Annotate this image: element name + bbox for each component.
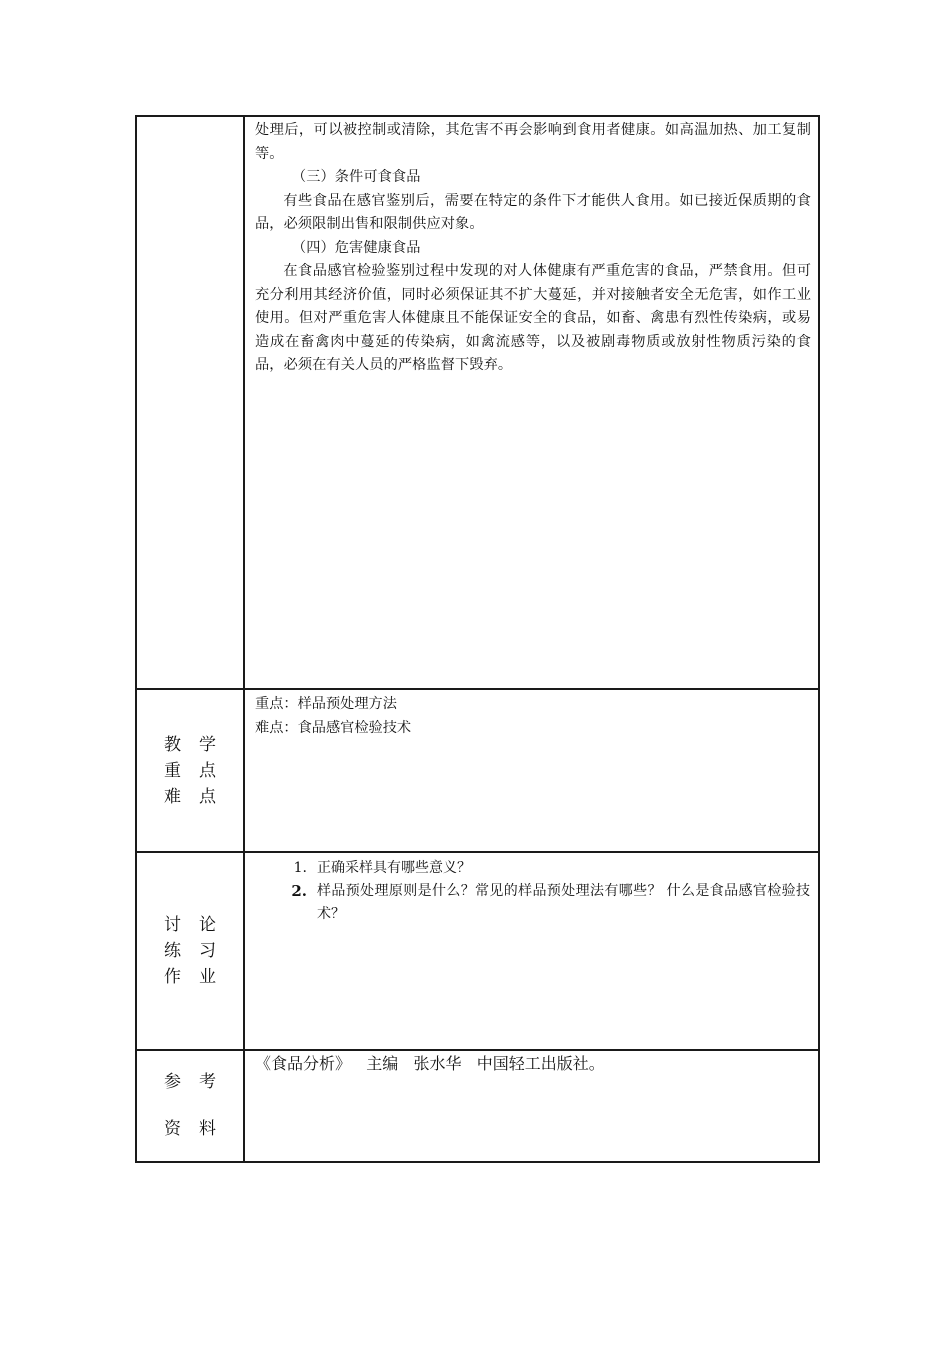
list-item xyxy=(255,857,810,880)
lesson-plan-table xyxy=(135,115,820,1163)
key-point: 重点：样品预处理方法 xyxy=(255,696,397,712)
focus-row xyxy=(136,689,819,852)
reference-row xyxy=(136,1050,819,1162)
reference-text: 《食品分析》 主编 张水华 中国轻工出版社。 xyxy=(255,1054,605,1073)
content-row xyxy=(136,116,819,689)
list-item-text: 样品预处理原则是什么？常见的样品预处理法有哪些？ 什么是食品感官检验技术？ xyxy=(317,883,810,922)
list-item-number: 2. xyxy=(291,882,307,900)
label-line: 作业 xyxy=(164,967,234,987)
focus-text xyxy=(245,690,818,740)
label-line: 重点 xyxy=(164,760,234,781)
exercise-row xyxy=(136,852,819,1050)
label-line: 讨论 xyxy=(164,915,234,935)
exercise-cell xyxy=(244,852,819,1050)
exercise-label-cell xyxy=(136,852,244,1050)
label-line: 资料 xyxy=(164,1119,234,1139)
list-item xyxy=(255,880,810,926)
content-paragraph: 在食品感官检验鉴别过程中发现的对人体健康有严重危害的食品，严禁食用。但可充分利用其经济价值，同时必须保证其不扩大蔓延，并对接触者安全无危害，如作工业使用。但对严重危害人体健康且不能保证安全的食品，如畜、禽患有烈性传染病，或易造成在畜禽肉中蔓延的传染病，如禽流感等，以及被剧毒物质或放射性物质污染的食品，必须在有关人员的严格监督下毁弃。 xyxy=(255,263,811,373)
content-paragraph: 处理后，可以被控制或清除，其危害不再会影响到食用者健康。如高温加热、加工复制等。 xyxy=(255,122,811,162)
reference-cell xyxy=(244,1050,819,1162)
reference-label xyxy=(137,1059,243,1153)
focus-label xyxy=(137,732,243,810)
exercise-label xyxy=(137,912,243,990)
reference-label-cell xyxy=(136,1050,244,1162)
content-cell xyxy=(244,116,819,689)
list-item-number: 1. xyxy=(293,860,307,876)
section-heading: （四）危害健康食品 xyxy=(291,239,421,256)
label-line: 练习 xyxy=(164,941,234,961)
focus-cell xyxy=(244,689,819,852)
exercise-list xyxy=(245,853,818,926)
label-line: 难点 xyxy=(164,786,234,807)
section-heading: （三）条件可食食品 xyxy=(291,169,421,185)
list-item-text: 正确采样具有哪些意义？ xyxy=(317,860,471,876)
content-text xyxy=(245,117,818,378)
label-line: 教学 xyxy=(164,734,234,755)
focus-label-cell xyxy=(136,689,244,852)
content-label-cell xyxy=(136,116,244,689)
difficult-point: 难点：食品感官检验技术 xyxy=(255,720,412,736)
label-line: 参考 xyxy=(164,1072,234,1092)
content-paragraph: 有些食品在感官鉴别后，需要在特定的条件下才能供人食用。如已接近保质期的食品，必须限制出售和限制供应对象。 xyxy=(255,192,811,232)
